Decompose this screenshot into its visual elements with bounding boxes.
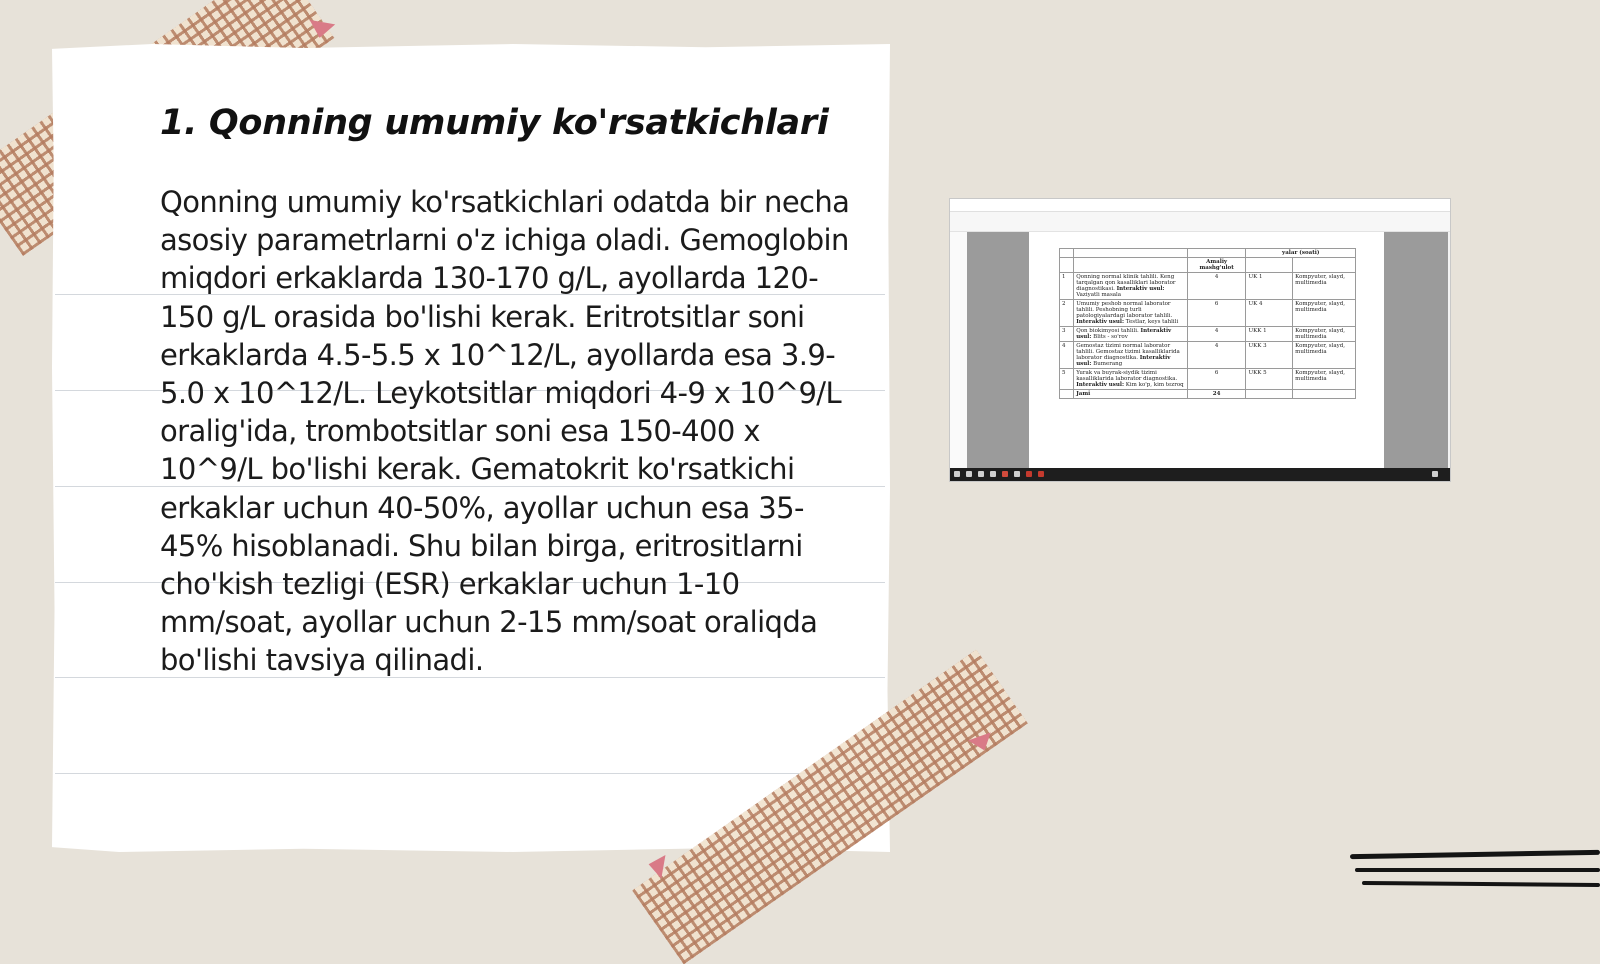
thumbnail-window-titlebar	[950, 199, 1450, 212]
table-row: 1 Qonning normal klinik tahlili. Keng tarqalgan qon kasalliklari laborator diagnostikasi. Interaktiv usul: Vaziyatli masala 4 UK 1 Kompyuter, slayd, multimedia	[1060, 273, 1356, 300]
thumbnail-toolbar	[950, 212, 1450, 232]
table-row: 4 Gemostaz tizimi normal laborator tahlili. Gemostaz tizimi kasalliklarida laborator diagnostika. Interaktiv usul: Bumerang 4 UKK 3 Kompyuter, slayd, multimedia	[1060, 342, 1356, 369]
thumbnail-table	[1059, 248, 1356, 399]
thumbnail-document-page	[1029, 232, 1384, 468]
document-screenshot-image	[950, 199, 1450, 481]
thumbnail-header-top: yalar (soati)	[1246, 249, 1356, 258]
notification-icon	[1432, 471, 1438, 477]
taskbar-app-icon	[966, 471, 972, 477]
thumbnail-viewer-margin	[1384, 232, 1448, 468]
table-total-row: Jami 24	[1060, 390, 1356, 399]
taskbar-app-icon	[1014, 471, 1020, 477]
paper-rule-line	[55, 773, 885, 774]
slide-title: 1. Qonning umumiy ko'rsatkichlari	[160, 103, 829, 143]
start-icon	[954, 471, 960, 477]
table-row: 3 Qon biokimyosi tahlili. Interaktiv usul: Blits - so'rov 4 UKK 1 Kompyuter, slayd, multimedia	[1060, 327, 1356, 342]
taskbar-app-icon	[990, 471, 996, 477]
taskbar-app-icon	[978, 471, 984, 477]
table-row: 2 Umumiy peshob normal laborator tahlili. Peshobning turli patologiyalardagi laborator tahlili. Interaktiv usul: Testlar, keys tahlili 6 UK 4 Kompyuter, slayd, multimedia	[1060, 300, 1356, 327]
slide-body-text: Qonning umumiy ko'rsatkichlari odatda bir necha asosiy parametrlarni o'z ichiga oladi. Gemoglobin miqdori erkaklarda 130-170 g/L, ayollarda 120-150 g/L orasida bo'lishi kerak. Eritrotsitlar soni erkaklarda 4.5-5.5 x 10^12/L, ayollarda esa 3.9-5.0 x 10^12/L. Leykotsitlar miqdori 4-9 x 10^9/L oralig'ida, trombotsitlar soni esa 150-400 x 10^9/L bo'lishi kerak. Gematokrit ko'rsatkichi erkaklar uchun 40-50%, ayollar uchun esa 35-45% hisoblanadi. Shu bilan birga, eritrositlarni cho'kish tezligi (ESR) erkaklar uchun 1-10 mm/soat, ayollar uchun 2-15 mm/soat oraliqda bo'lishi tavsiya qilinadi.	[160, 185, 850, 678]
table-row: 5 Yurak va buyrak-siydik tizimi kasalliklarida laborator diagnostika. Interaktiv usul: Kim ko'p, kim tezroq 6 UKK 5 Kompyuter, slayd, multimedia	[1060, 369, 1356, 390]
brush-stroke	[1362, 881, 1600, 887]
thumbnail-viewer-margin	[967, 232, 1029, 468]
taskbar-app-icon	[1026, 471, 1032, 477]
thumbnail-header-sub: Amaliy mashg'ulot	[1187, 258, 1246, 273]
taskbar-app-icon	[1038, 471, 1044, 477]
thumbnail-taskbar	[950, 468, 1450, 481]
taskbar-app-icon	[1002, 471, 1008, 477]
brush-stroke	[1355, 868, 1600, 872]
thumbnail-sidebar	[950, 232, 967, 468]
brush-stroke	[1350, 850, 1600, 859]
